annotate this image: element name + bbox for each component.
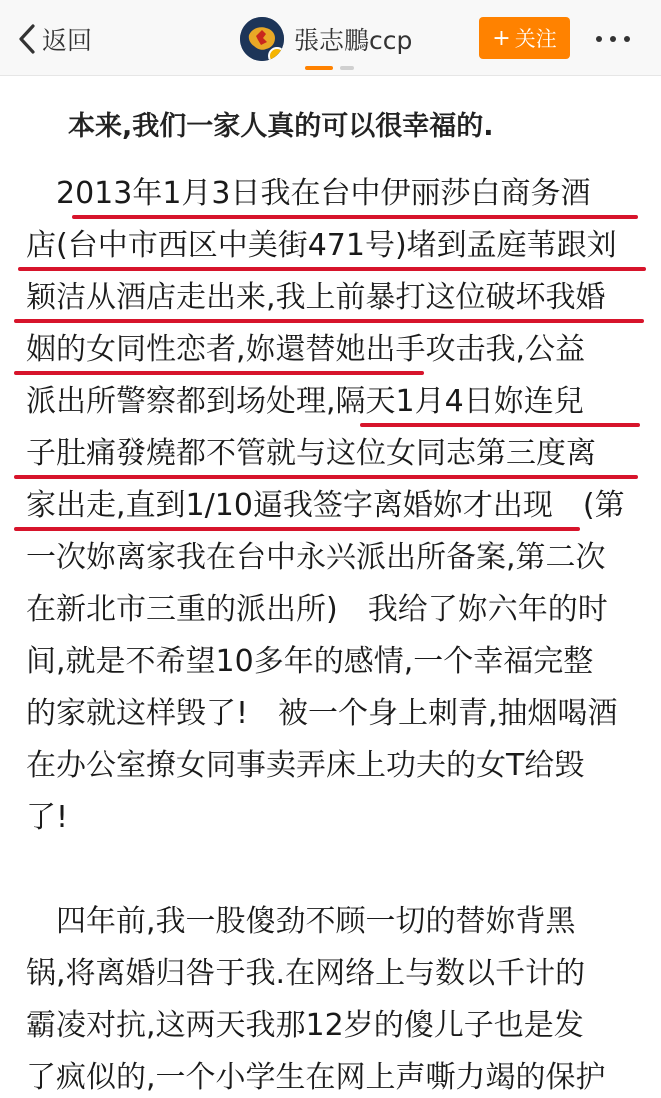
article-line: 在新北市三重的派出所) 我给了妳六年的时 (26, 592, 608, 627)
article-line: 店(台中市西区中美街471号)堵到孟庭苇跟刘 (26, 228, 617, 263)
chevron-left-icon (18, 23, 36, 55)
red-underline (360, 423, 640, 427)
article-line: 子肚痛發燒都不管就与这位女同志第三度离 (26, 436, 596, 471)
back-label: 返回 (42, 26, 93, 55)
page-indicator-inactive (340, 66, 354, 70)
article-line: 派出所警察都到场处理,隔天1月4日妳连兒 (26, 384, 584, 419)
article-line: 间,就是不希望10多年的感情,一个幸福完整 (26, 644, 594, 679)
top-navigation-bar (0, 0, 661, 76)
more-dot (624, 36, 630, 42)
page-indicator-active (305, 66, 333, 70)
follow-plus: + (492, 25, 511, 51)
follow-button[interactable] (479, 17, 570, 59)
article-line: 颖洁从酒店走出来,我上前暴打这位破坏我婚 (26, 280, 606, 315)
avatar[interactable] (240, 17, 284, 61)
article-line: 了疯似的,一个小学生在网上声嘶力竭的保护 (26, 1060, 606, 1095)
article-line: 姻的女同性恋者,妳還替她出手攻击我,公益 (26, 332, 586, 367)
red-underline (14, 527, 580, 531)
more-button[interactable] (596, 36, 638, 42)
back-button[interactable] (18, 22, 92, 56)
red-underline (14, 319, 644, 323)
follow-label: 关注 (514, 27, 557, 51)
profile-header[interactable] (240, 14, 412, 64)
verified-badge-icon (268, 47, 284, 61)
red-underline (14, 475, 638, 479)
article-line: 四年前,我一股傻劲不顾一切的替妳背黑 (26, 904, 576, 939)
article-line: 霸凌对抗,这两天我那12岁的傻儿子也是发 (26, 1008, 584, 1043)
article-headline: 本来,我们一家人真的可以很幸福的. (68, 111, 494, 142)
red-underline (72, 215, 638, 219)
more-dot (610, 36, 616, 42)
more-dot (596, 36, 602, 42)
red-underline (14, 371, 424, 375)
article-line: 一次妳离家我在台中永兴派出所备案,第二次 (26, 540, 606, 575)
article-line: 在办公室撩女同事卖弄床上功夫的女T给毁 (26, 748, 585, 783)
article-line: 了! (26, 800, 69, 835)
article-line: 的家就这样毁了! 被一个身上刺青,抽烟喝酒 (26, 696, 618, 731)
article-line: 2013年1月3日我在台中伊丽莎白商务酒 (26, 176, 591, 211)
username[interactable]: 張志鵬ccp (294, 26, 413, 55)
article-line: 家出走,直到1/10逼我签字离婚妳才出现 (第 (26, 488, 625, 523)
red-underline (18, 267, 646, 271)
article-body (0, 76, 661, 1095)
article-line: 锅,将离婚归咎于我.在网络上与数以千计的 (26, 956, 586, 991)
